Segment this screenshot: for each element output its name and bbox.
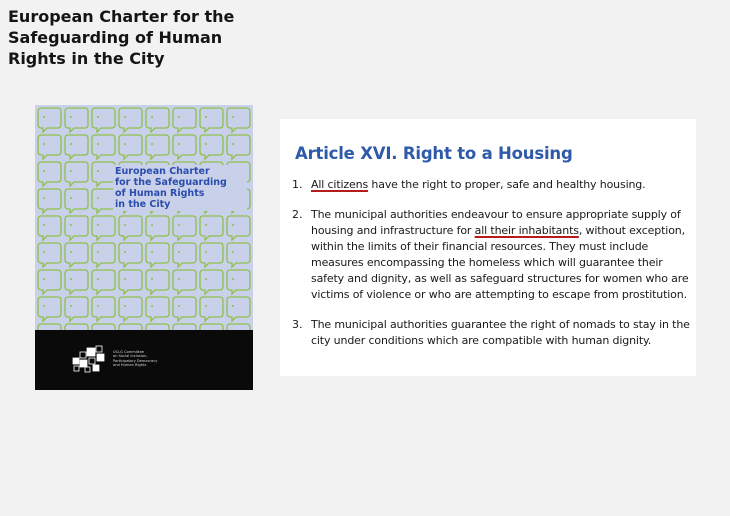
cover-pattern-dot [151, 251, 153, 253]
cover-pattern-dot [151, 278, 153, 280]
cover-pattern-dot [124, 278, 126, 280]
cover-pattern-dot [205, 143, 207, 145]
cover-pattern-shape [200, 108, 223, 132]
cover-pattern-shape [65, 189, 88, 213]
cover-pattern-dot [70, 224, 72, 226]
uclg-logo-icon [71, 344, 107, 374]
cover-pattern-dot [232, 143, 234, 145]
list-item-number: 1. [292, 178, 303, 191]
cover-pattern-shape [38, 243, 61, 267]
cover-pattern-shape [146, 297, 169, 321]
cover-pattern-dot [124, 251, 126, 253]
cover-pattern-shape [173, 243, 196, 267]
cover-pattern-dot [70, 251, 72, 253]
cover-pattern-shape [119, 270, 142, 294]
list-item-text [311, 177, 692, 193]
cover-pattern-shape [173, 108, 196, 132]
cover-pattern-dot [43, 116, 45, 118]
cover-pattern-dot [70, 197, 72, 199]
cover-pattern-shape [200, 270, 223, 294]
cover-pattern-dot [178, 143, 180, 145]
cover-pattern-dot [43, 251, 45, 253]
cover-pattern-dot [70, 278, 72, 280]
cover-pattern-dot [178, 116, 180, 118]
cover-pattern-dot [205, 116, 207, 118]
cover-pattern-dot [70, 170, 72, 172]
cover-pattern-dot [70, 305, 72, 307]
cover-pattern-dot [97, 143, 99, 145]
cover-publisher [113, 350, 233, 368]
article-excerpt [280, 119, 696, 376]
cover-pattern-shape [200, 243, 223, 267]
cover-pattern-shape [65, 108, 88, 132]
cover-pattern-shape [65, 297, 88, 321]
cover-pattern-shape [65, 270, 88, 294]
cover-pattern-shape [119, 108, 142, 132]
cover-pattern-shape [146, 243, 169, 267]
cover-pattern-dot [232, 305, 234, 307]
cover-pattern-dot [232, 224, 234, 226]
cover-pattern-dot [151, 224, 153, 226]
cover-pattern-shape [146, 270, 169, 294]
cover-pattern-dot [43, 305, 45, 307]
cover-pattern-shape [146, 108, 169, 132]
article-list [292, 177, 692, 363]
cover-pattern-dot [124, 305, 126, 307]
cover-pattern-shape [146, 135, 169, 159]
list-item-text: The municipal authorities guarantee the right of nomads to stay in the city under conditions which are compatible with human dignity. [311, 318, 690, 347]
cover-pattern-shape [92, 108, 115, 132]
cover-pattern-shape [200, 135, 223, 159]
cover-pattern-dot [178, 224, 180, 226]
cover-pattern-shape [38, 189, 61, 213]
cover-pattern-shape [92, 135, 115, 159]
cover-title-line: in the City [115, 199, 171, 210]
cover-pattern-shape [173, 135, 196, 159]
cover-pattern-dot [97, 170, 99, 172]
cover-pattern-shape [92, 189, 115, 213]
cover-pattern-shape [119, 216, 142, 240]
cover-pattern-dot [124, 116, 126, 118]
cover-pattern-shape [227, 108, 250, 132]
list-item-number: 3. [292, 318, 303, 331]
cover-pattern-shape [227, 135, 250, 159]
cover-pattern-dot [151, 305, 153, 307]
list-item-text [311, 207, 692, 303]
cover-pattern-shape [38, 162, 61, 186]
cover-pattern-dot [97, 305, 99, 307]
cover-pattern-shape [92, 216, 115, 240]
cover-pattern-shape [227, 243, 250, 267]
cover-pattern-dot [205, 278, 207, 280]
cover-pattern-shape [38, 135, 61, 159]
cover-pattern-dot [124, 224, 126, 226]
cover-pattern-shape [92, 297, 115, 321]
cover-pattern-shape [38, 216, 61, 240]
cover-pattern-dot [178, 251, 180, 253]
list-item-text-rest: have the right to proper, safe and healthy housing. [368, 178, 646, 191]
cover-pattern-shape [173, 216, 196, 240]
slide-title: European Charter for the Safeguarding of Human Rights in the City [8, 7, 235, 68]
cover-pattern-dot [97, 251, 99, 253]
list-item-text-after: , without exception, within the limits of their financial resources. They must include measures encompassing the homeless which will guarantee their safety and dignity, as well as safeguard structures for women who are victims of violence or who are attempting to escape from prostitution. [311, 224, 689, 301]
cover-pattern-shape [119, 297, 142, 321]
cover-pattern-shape [200, 297, 223, 321]
cover-pattern-shape [92, 270, 115, 294]
cover-pattern-shape [38, 108, 61, 132]
cover-pattern-shape [200, 216, 223, 240]
article-heading: Article XVI. Right to a Housing [295, 144, 573, 163]
cover-pattern-dot [43, 197, 45, 199]
cover-publisher-line: UCLG Committee [113, 350, 145, 354]
charter-book-cover [35, 105, 253, 390]
cover-pattern-shape [38, 270, 61, 294]
cover-pattern-shape [146, 216, 169, 240]
cover-pattern-shape [92, 243, 115, 267]
cover-pattern-dot [97, 278, 99, 280]
list-item-number: 2. [292, 208, 303, 221]
cover-pattern-shape [65, 162, 88, 186]
cover-title [113, 165, 247, 211]
cover-title-line: European Charter [115, 166, 210, 177]
cover-pattern-dot [205, 224, 207, 226]
cover-pattern-dot [97, 224, 99, 226]
cover-pattern-dot [151, 116, 153, 118]
cover-pattern-dot [43, 143, 45, 145]
cover-pattern-shape [65, 135, 88, 159]
cover-pattern-dot [97, 197, 99, 199]
cover-pattern-shape [227, 297, 250, 321]
cover-pattern-shape [119, 135, 142, 159]
cover-pattern-dot [124, 143, 126, 145]
cover-pattern-shape [92, 162, 115, 186]
cover-pattern-shape [173, 297, 196, 321]
cover-pattern-dot [178, 278, 180, 280]
cover-pattern-dot [151, 143, 153, 145]
cover-pattern-shape [227, 216, 250, 240]
cover-publisher-line: on Social Inclusion, [113, 354, 148, 359]
list-item-text-before: The municipal authorities endeavour to ensure appropriate supply of housing and infrastructure for [311, 208, 681, 237]
cover-pattern-shape [65, 216, 88, 240]
cover-pattern-shape [119, 243, 142, 267]
list-item [292, 207, 692, 303]
cover-title-line: for the Safeguarding [115, 177, 227, 188]
cover-pattern-dot [232, 116, 234, 118]
cover-pattern-dot [70, 116, 72, 118]
cover-pattern-dot [232, 278, 234, 280]
cover-title-line: of Human Rights [115, 188, 205, 199]
highlight-all-their-inhabitants: all their inhabitants [474, 224, 579, 237]
cover-pattern-dot [205, 251, 207, 253]
cover-footer [35, 330, 253, 390]
cover-pattern-dot [70, 143, 72, 145]
highlight-all-citizens: All citizens [311, 178, 369, 191]
cover-publisher-line: Participatory Democracy [113, 358, 158, 363]
list-item [292, 177, 692, 193]
cover-pattern [35, 105, 253, 330]
cover-pattern-dot [205, 305, 207, 307]
cover-pattern-shape [38, 297, 61, 321]
cover-pattern-dot [43, 278, 45, 280]
cover-pattern-shape [65, 243, 88, 267]
cover-pattern-dot [97, 116, 99, 118]
list-item [292, 317, 692, 349]
cover-publisher-line: and Human Rights [113, 363, 147, 368]
cover-pattern-dot [178, 305, 180, 307]
cover-pattern-dot [232, 251, 234, 253]
cover-pattern-shape [173, 270, 196, 294]
cover-pattern-dot [43, 170, 45, 172]
cover-pattern-dot [43, 224, 45, 226]
cover-pattern-shape [227, 270, 250, 294]
